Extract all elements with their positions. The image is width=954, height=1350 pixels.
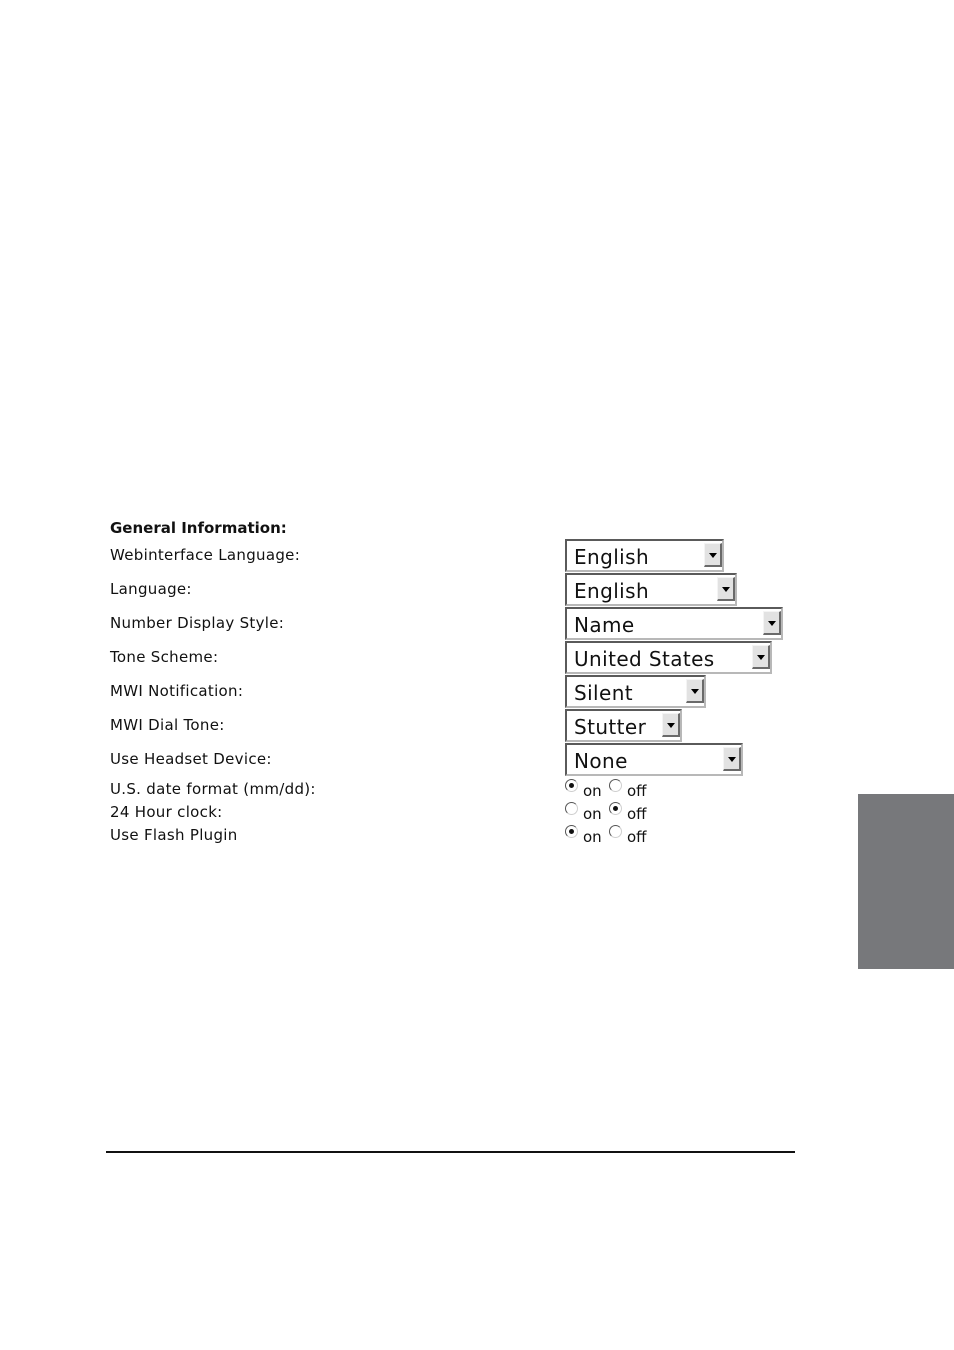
number-display-style-dropdown-button[interactable] xyxy=(763,611,781,635)
hour24-clock-on-label: on xyxy=(583,805,602,823)
number-display-style-value: Name xyxy=(574,613,635,637)
chevron-down-icon xyxy=(757,655,765,660)
tone-scheme-select[interactable] xyxy=(565,641,772,674)
language-select[interactable] xyxy=(565,573,737,606)
radio-button-icon[interactable] xyxy=(609,825,622,838)
use-headset-device-value: None xyxy=(574,749,628,773)
language-value: English xyxy=(574,579,650,603)
tone-scheme-label: Tone Scheme: xyxy=(110,648,219,666)
footer-divider xyxy=(106,1151,795,1153)
use-flash-plugin-on-label: on xyxy=(583,828,602,846)
number-display-style-select[interactable] xyxy=(565,607,783,640)
use-headset-device-dropdown-button[interactable] xyxy=(723,747,741,771)
us-date-format-off-label: off xyxy=(627,782,647,800)
use-flash-plugin-off-label: off xyxy=(627,828,647,846)
chevron-down-icon xyxy=(691,689,699,694)
mwi-notification-label: MWI Notification: xyxy=(110,682,244,700)
tone-scheme-value: United States xyxy=(574,647,715,671)
mwi-dial-tone-dropdown-button[interactable] xyxy=(662,713,680,737)
webinterface-language-dropdown-button[interactable] xyxy=(704,543,722,567)
radio-button-icon[interactable] xyxy=(565,825,578,838)
tone-scheme-dropdown-button[interactable] xyxy=(752,645,770,669)
mwi-dial-tone-value: Stutter xyxy=(574,715,647,739)
radio-button-icon[interactable] xyxy=(565,779,578,792)
mwi-dial-tone-select[interactable] xyxy=(565,709,682,742)
webinterface-language-value: English xyxy=(574,545,650,569)
chevron-down-icon xyxy=(728,757,736,762)
mwi-notification-dropdown-button[interactable] xyxy=(686,679,704,703)
chevron-down-icon xyxy=(768,621,776,626)
us-date-format-label: U.S. date format (mm/dd): xyxy=(110,780,316,798)
radio-button-icon[interactable] xyxy=(565,802,578,815)
us-date-format-on-label: on xyxy=(583,782,602,800)
hour24-clock-off-label: off xyxy=(627,805,647,823)
mwi-dial-tone-label: MWI Dial Tone: xyxy=(110,716,225,734)
number-display-style-label: Number Display Style: xyxy=(110,614,285,632)
chevron-down-icon xyxy=(722,587,730,592)
webinterface-language-select[interactable] xyxy=(565,539,724,572)
language-label: Language: xyxy=(110,580,192,598)
use-headset-device-label: Use Headset Device: xyxy=(110,750,272,768)
use-flash-plugin-label: Use Flash Plugin xyxy=(110,826,238,844)
webinterface-language-label: Webinterface Language: xyxy=(110,546,301,564)
use-headset-device-select[interactable] xyxy=(565,743,743,776)
radio-button-icon[interactable] xyxy=(609,802,622,815)
side-tab-marker xyxy=(858,794,954,969)
hour24-clock-label: 24 Hour clock: xyxy=(110,803,223,821)
section-title: General Information: xyxy=(110,519,287,537)
mwi-notification-value: Silent xyxy=(574,681,634,705)
mwi-notification-select[interactable] xyxy=(565,675,706,708)
radio-button-icon[interactable] xyxy=(609,779,622,792)
chevron-down-icon xyxy=(709,553,717,558)
chevron-down-icon xyxy=(667,723,675,728)
language-dropdown-button[interactable] xyxy=(717,577,735,601)
